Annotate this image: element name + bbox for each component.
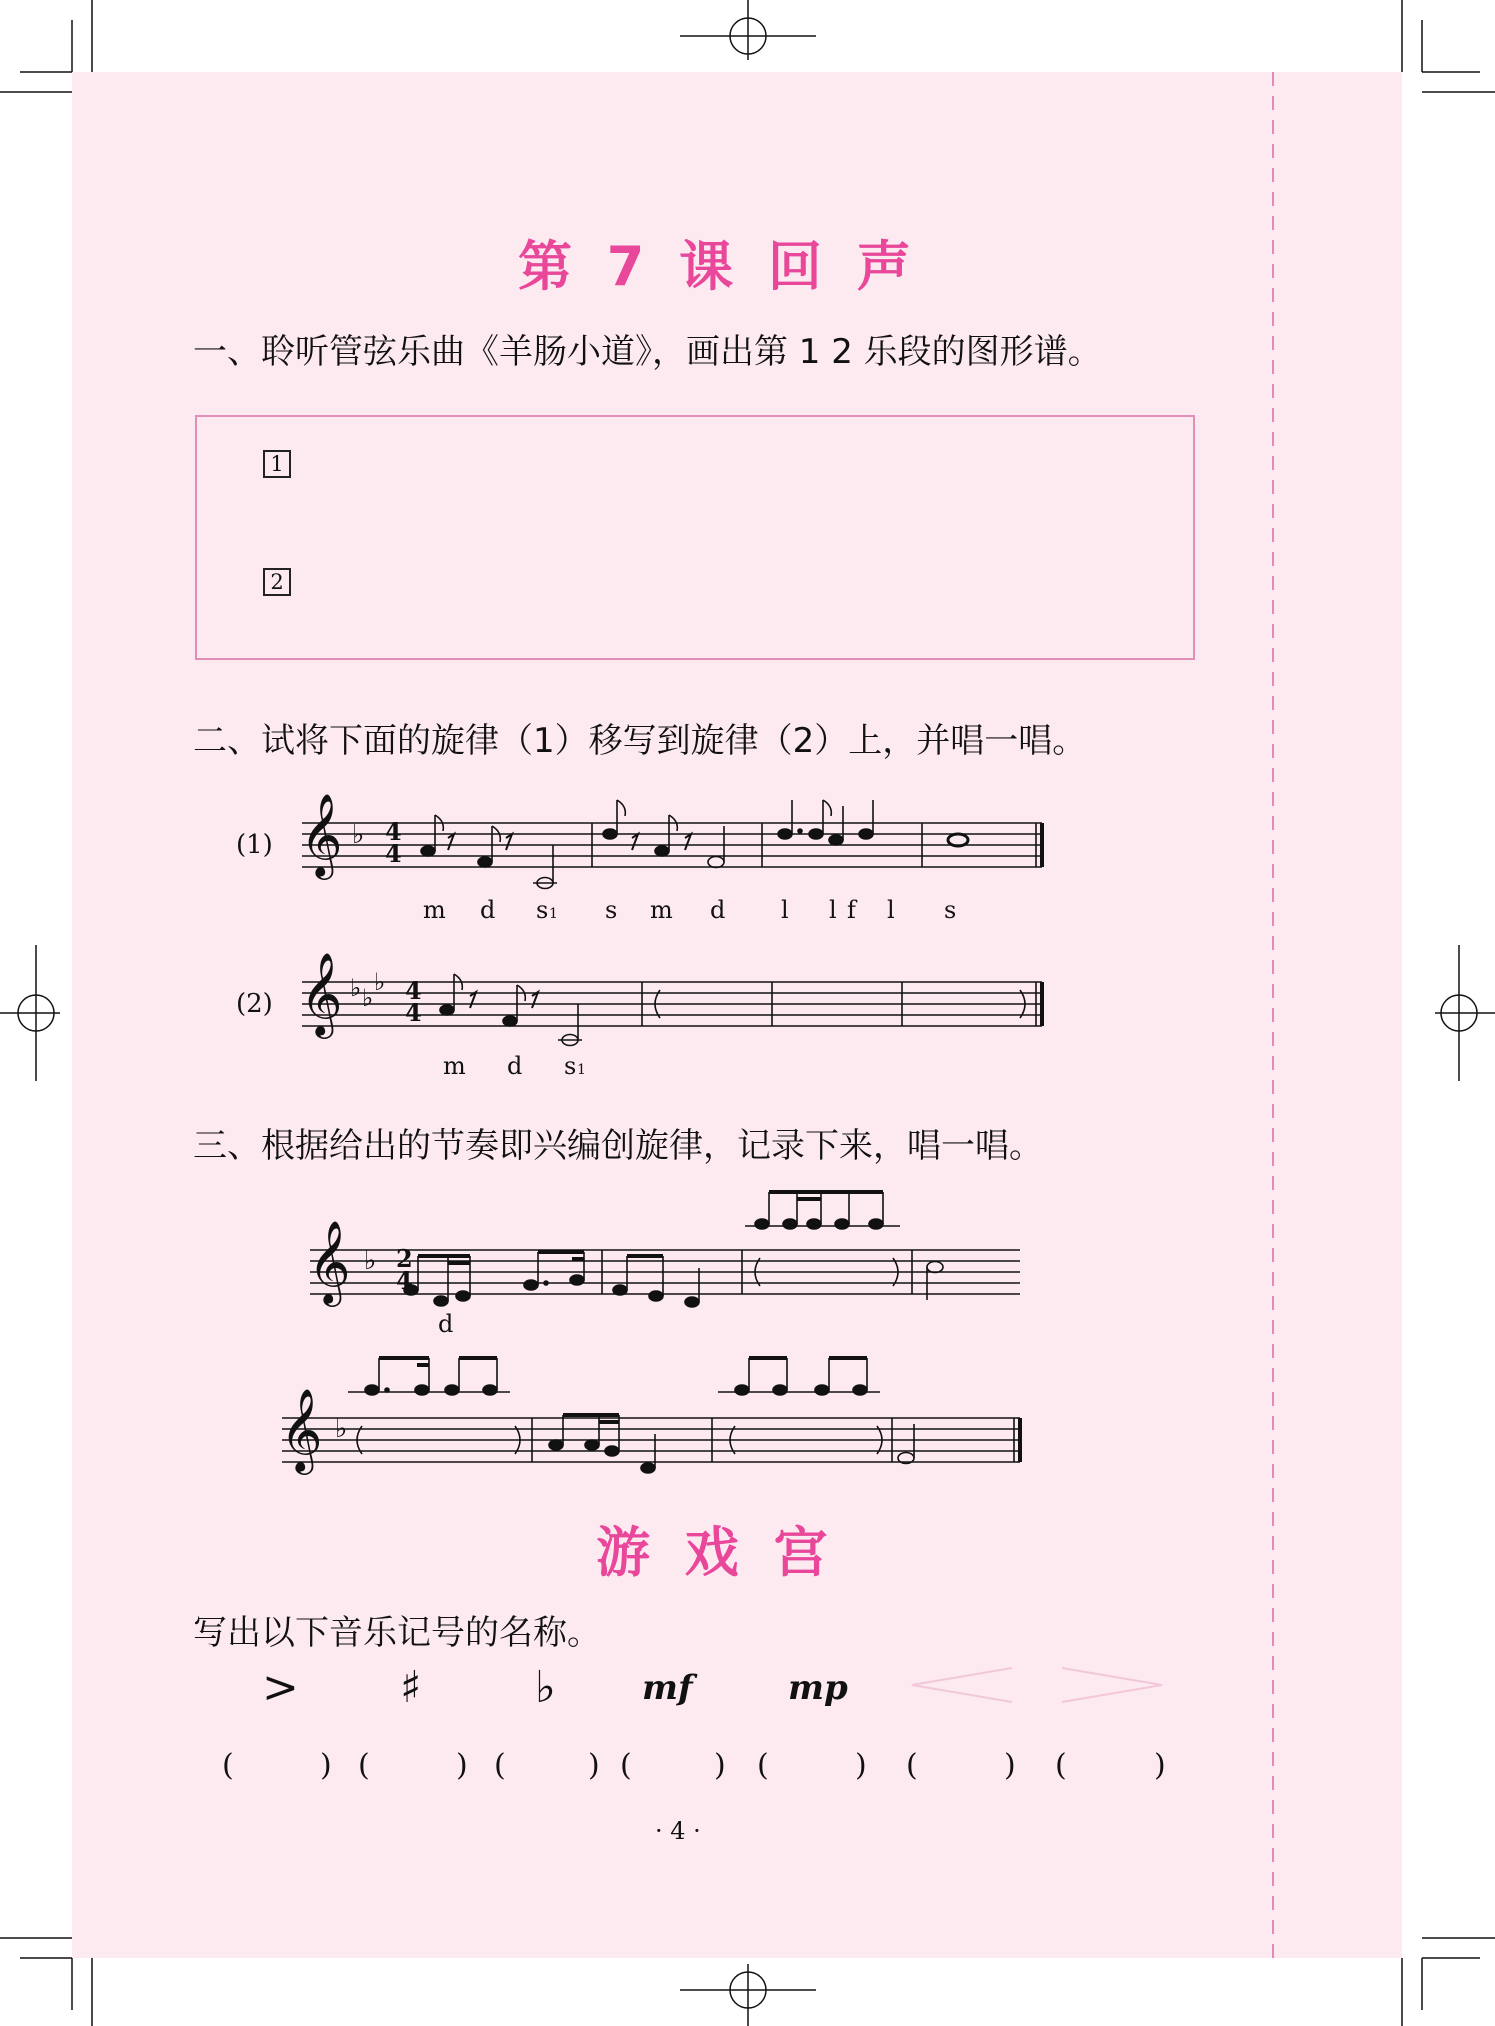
answer-slot[interactable]: ) [714,1748,726,1783]
treble-clef-icon: 𝄞 [300,951,343,1035]
solfege: l [781,896,789,924]
time-sig-bottom: 4 [405,998,422,1027]
treble-clef-icon: 𝄞 [300,792,343,876]
lesson-title: 第 7 课 回 声 [518,235,919,298]
question-2: 二、试将下面的旋律（1）移写到旋律（2）上，并唱一唱。 [193,721,1087,761]
mezzo-forte-icon: mf [642,1668,693,1708]
answer-slot[interactable]: ) [320,1748,332,1783]
solfege: m [443,1052,466,1080]
solfege: d [480,896,496,924]
time-sig-top: 4 [385,817,402,846]
solfege-subscript: 1 [549,906,558,922]
treble-clef-icon: 𝄞 [308,1219,351,1303]
time-sig-top: 4 [405,976,422,1005]
answer-slot[interactable]: ( [222,1748,234,1783]
solfege: f [847,896,856,924]
question-3: 三、根据给出的节奏即兴编创旋律，记录下来，唱一唱。 [193,1126,1043,1166]
page-number: · 4 · [655,1817,701,1845]
solfege: s [564,1052,577,1080]
key-flat-icon: ♭ [374,968,386,996]
solfege: d [438,1310,454,1338]
solfege: s [605,896,618,924]
solfege: l [887,896,895,924]
section-label-2: 2 [263,568,291,596]
key-flat-icon: ♭ [352,820,365,850]
answer-slot[interactable]: ) [456,1748,468,1783]
key-flat-icon: ♭ [350,974,362,1002]
game-title: 游 戏 宫 [596,1521,836,1584]
answer-slot[interactable]: ( [358,1748,370,1783]
mezzo-piano-icon: mp [788,1668,848,1708]
flat-icon: ♭ [535,1662,556,1713]
key-flat-icon: ♭ [364,1246,377,1276]
answer-slot[interactable]: ( [757,1748,769,1783]
answer-slot[interactable]: ) [588,1748,600,1783]
answer-slot[interactable]: ) [1004,1748,1016,1783]
solfege-subscript: 1 [577,1062,586,1078]
melody-1-label: (1) [236,830,273,860]
graphic-score-answer-box[interactable] [195,415,1195,660]
answer-slot[interactable]: ) [855,1748,867,1783]
game-instruction: 写出以下音乐记号的名称。 [193,1613,601,1653]
solfege: l [829,896,837,924]
time-sig-top: 2 [396,1244,413,1273]
key-flat-icon: ♭ [335,1414,348,1444]
melody-2-label: (2) [236,989,273,1019]
time-sig-bottom: 4 [385,839,402,868]
solfege: d [710,896,726,924]
solfege: m [650,896,673,924]
solfege: d [507,1052,523,1080]
sharp-icon: ♯ [400,1662,422,1713]
time-sig-bottom: 4 [396,1266,413,1295]
answer-slot[interactable]: ( [906,1748,918,1783]
treble-clef-icon: 𝄞 [280,1387,323,1471]
solfege: m [423,896,446,924]
accent-icon: > [262,1662,299,1713]
question-1: 一、聆听管弦乐曲《羊肠小道》，画出第 1 2 乐段的图形谱。 [193,332,1102,372]
answer-slot[interactable]: ( [1055,1748,1067,1783]
solfege: s [944,896,957,924]
answer-slot[interactable]: ( [620,1748,632,1783]
answer-slot[interactable]: ) [1154,1748,1166,1783]
section-label-1: 1 [263,450,291,478]
key-flat-icon: ♭ [362,984,374,1012]
solfege: s [536,896,549,924]
answer-slot[interactable]: ( [494,1748,506,1783]
